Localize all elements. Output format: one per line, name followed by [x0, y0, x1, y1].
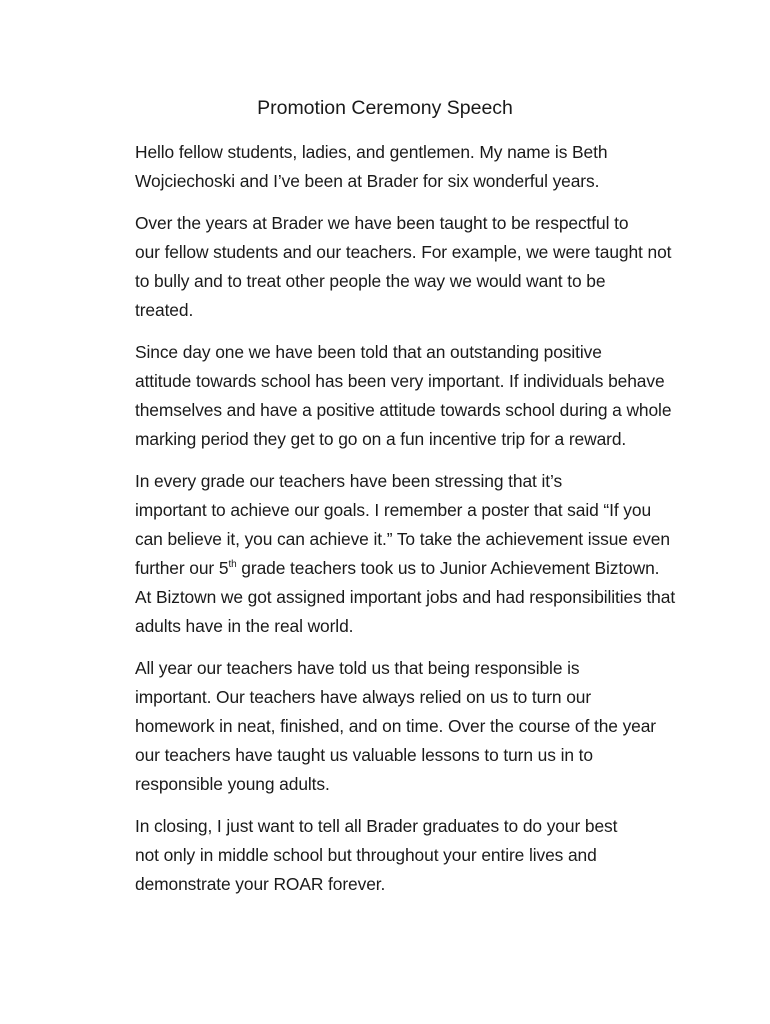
text-line: homework in neat, finished, and on time. Over the course of the year [135, 716, 656, 736]
paragraph-responsibility [90, 654, 690, 799]
text-line-with-superscript [90, 554, 690, 583]
paragraph-respect [90, 209, 690, 325]
text-line: Since day one we have been told that an outstanding positive [135, 342, 602, 362]
text-line: responsible young adults. [135, 774, 330, 794]
text-line: marking period they get to go on a fun incentive trip for a reward. [135, 429, 627, 449]
text-line: themselves and have a positive attitude towards school during a whole [135, 400, 672, 420]
text-line: our teachers have taught us valuable lessons to turn us in to [135, 745, 593, 765]
text-line: attitude towards school has been very important. If individuals behave [135, 371, 665, 391]
text-line: treated. [135, 300, 194, 320]
text-line: to bully and to treat other people the way we would want to be [135, 271, 606, 291]
text-fragment: further our 5 [135, 558, 229, 578]
text-line: At Biztown we got assigned important jobs and had responsibilities that [135, 587, 676, 607]
paragraph-attitude [90, 338, 690, 454]
text-line: can believe it, you can achieve it.” To take the achievement issue even [135, 529, 670, 549]
text-line: our fellow students and our teachers. For example, we were taught not [135, 242, 672, 262]
text-line: All year our teachers have told us that being responsible is [135, 658, 580, 678]
paragraph-greeting [90, 138, 690, 196]
text-line: In every grade our teachers have been stressing that it’s [135, 471, 563, 491]
text-line: important to achieve our goals. I remember a poster that said “If you [135, 500, 652, 520]
text-line: important. Our teachers have always relied on us to turn our [135, 687, 592, 707]
paragraph-closing [90, 812, 690, 899]
page-title: Promotion Ceremony Speech [257, 97, 513, 119]
text-line: adults have in the real world. [135, 616, 354, 636]
ordinal-superscript: th [228, 559, 237, 571]
paragraph-achievement [90, 467, 690, 641]
text-fragment: grade teachers took us to Junior Achievement Biztown. [236, 558, 660, 578]
text-line: Over the years at Brader we have been taught to be respectful to [135, 213, 629, 233]
text-line: Hello fellow students, ladies, and gentlemen. My name is Beth [135, 142, 608, 162]
text-line: Wojciechoski and I’ve been at Brader for six wonderful years. [135, 171, 600, 191]
text-line: demonstrate your ROAR forever. [135, 874, 386, 894]
text-line: In closing, I just want to tell all Brader graduates to do your best [135, 816, 618, 836]
speech-body [90, 138, 690, 912]
text-line: not only in middle school but throughout your entire lives and [135, 845, 597, 865]
